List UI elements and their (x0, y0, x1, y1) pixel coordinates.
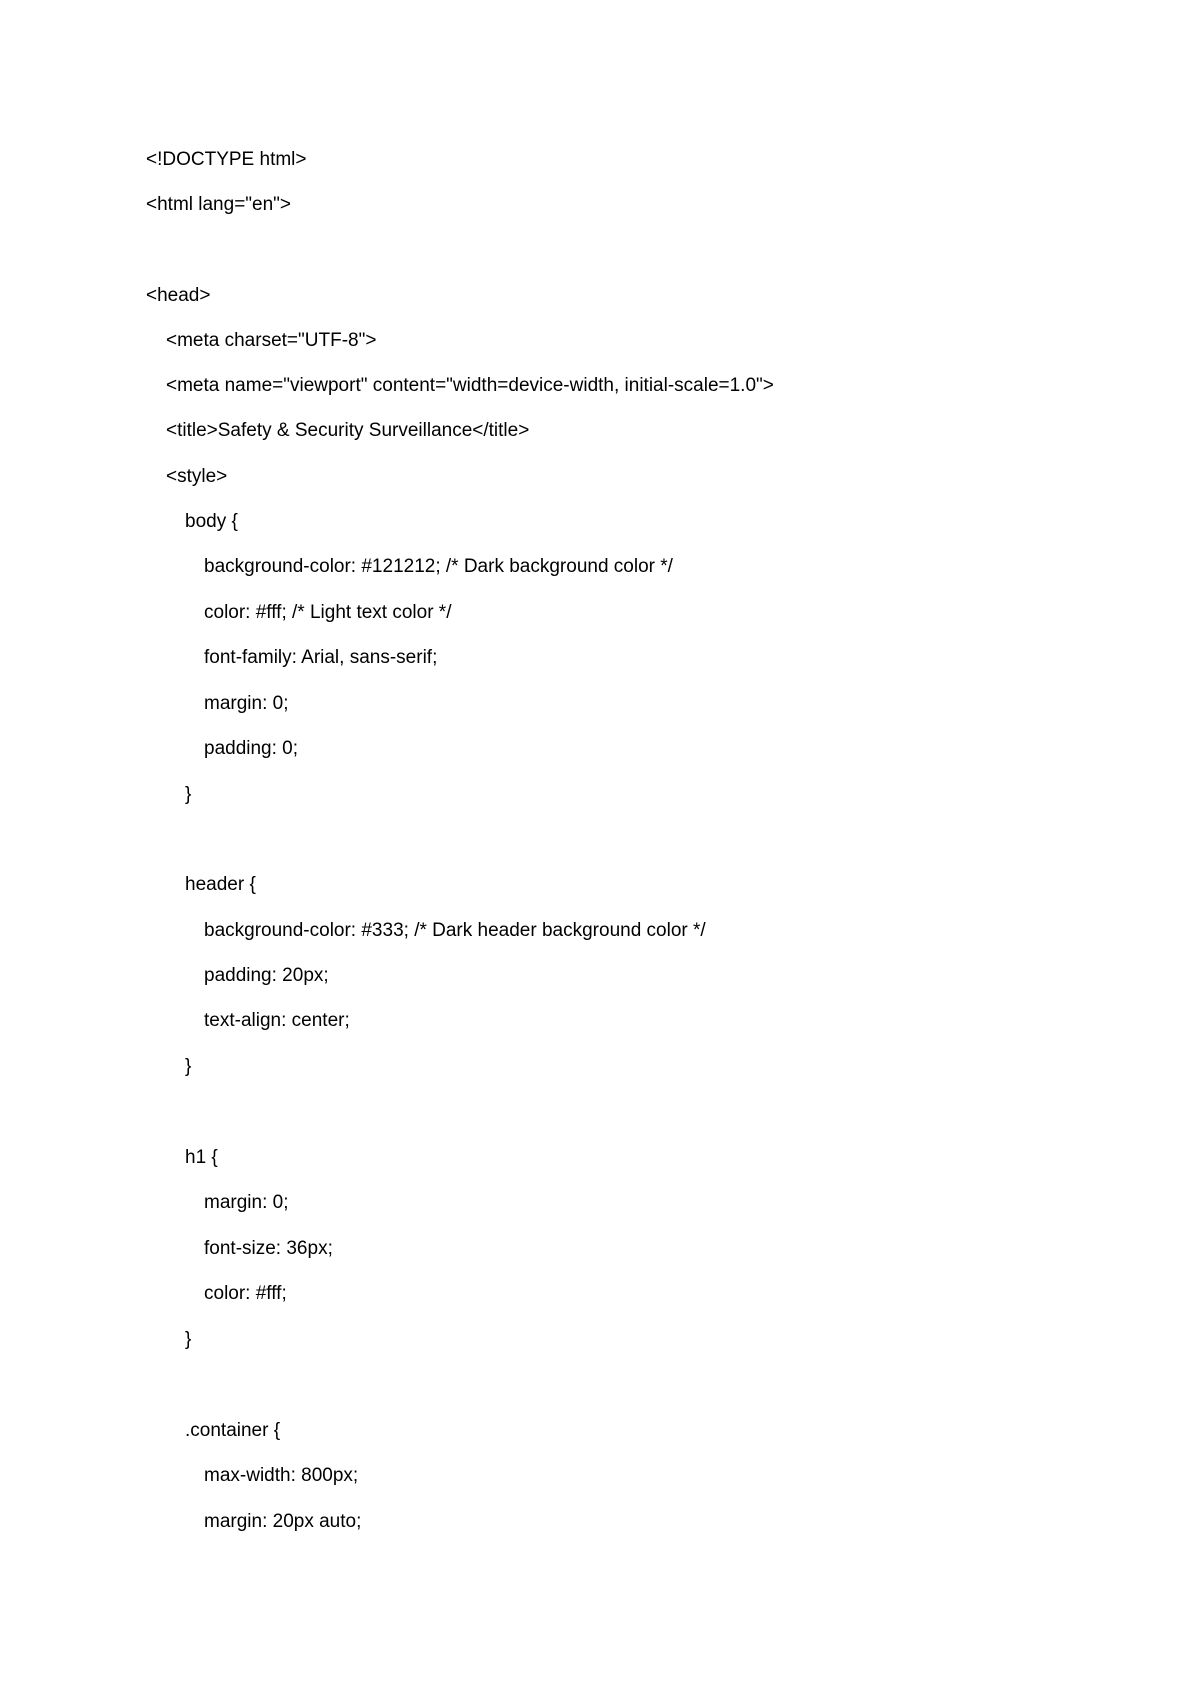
code-line: background-color: #121212; /* Dark background color */ (204, 556, 673, 577)
code-line: padding: 0; (204, 738, 299, 759)
code-line: } (185, 1329, 192, 1350)
code-line: .container { (185, 1420, 281, 1441)
code-line: margin: 0; (204, 693, 289, 714)
code-line: body { (185, 511, 238, 532)
code-line: } (185, 784, 192, 805)
code-line: <meta name="viewport" content="width=device-width, initial-scale=1.0"> (166, 375, 774, 396)
code-line: color: #fff; (204, 1283, 287, 1304)
code-line: padding: 20px; (204, 965, 329, 986)
code-line: font-family: Arial, sans-serif; (204, 647, 438, 668)
code-line: <title>Safety & Security Surveillance</title> (166, 420, 530, 441)
code-line: color: #fff; /* Light text color */ (204, 602, 452, 623)
code-line: text-align: center; (204, 1010, 350, 1031)
code-line: font-size: 36px; (204, 1238, 333, 1259)
code-line: <style> (166, 466, 228, 487)
code-line: <!DOCTYPE html> (146, 149, 307, 170)
code-line: <head> (146, 285, 211, 306)
code-line: <meta charset="UTF-8"> (166, 330, 377, 351)
code-line: header { (185, 874, 256, 895)
code-line: background-color: #333; /* Dark header background color */ (204, 920, 706, 941)
code-line: } (185, 1056, 192, 1077)
code-line: max-width: 800px; (204, 1465, 359, 1486)
code-line: h1 { (185, 1147, 218, 1168)
code-line: margin: 20px auto; (204, 1511, 362, 1532)
code-line: margin: 0; (204, 1192, 289, 1213)
code-line: <html lang="en"> (146, 194, 292, 215)
